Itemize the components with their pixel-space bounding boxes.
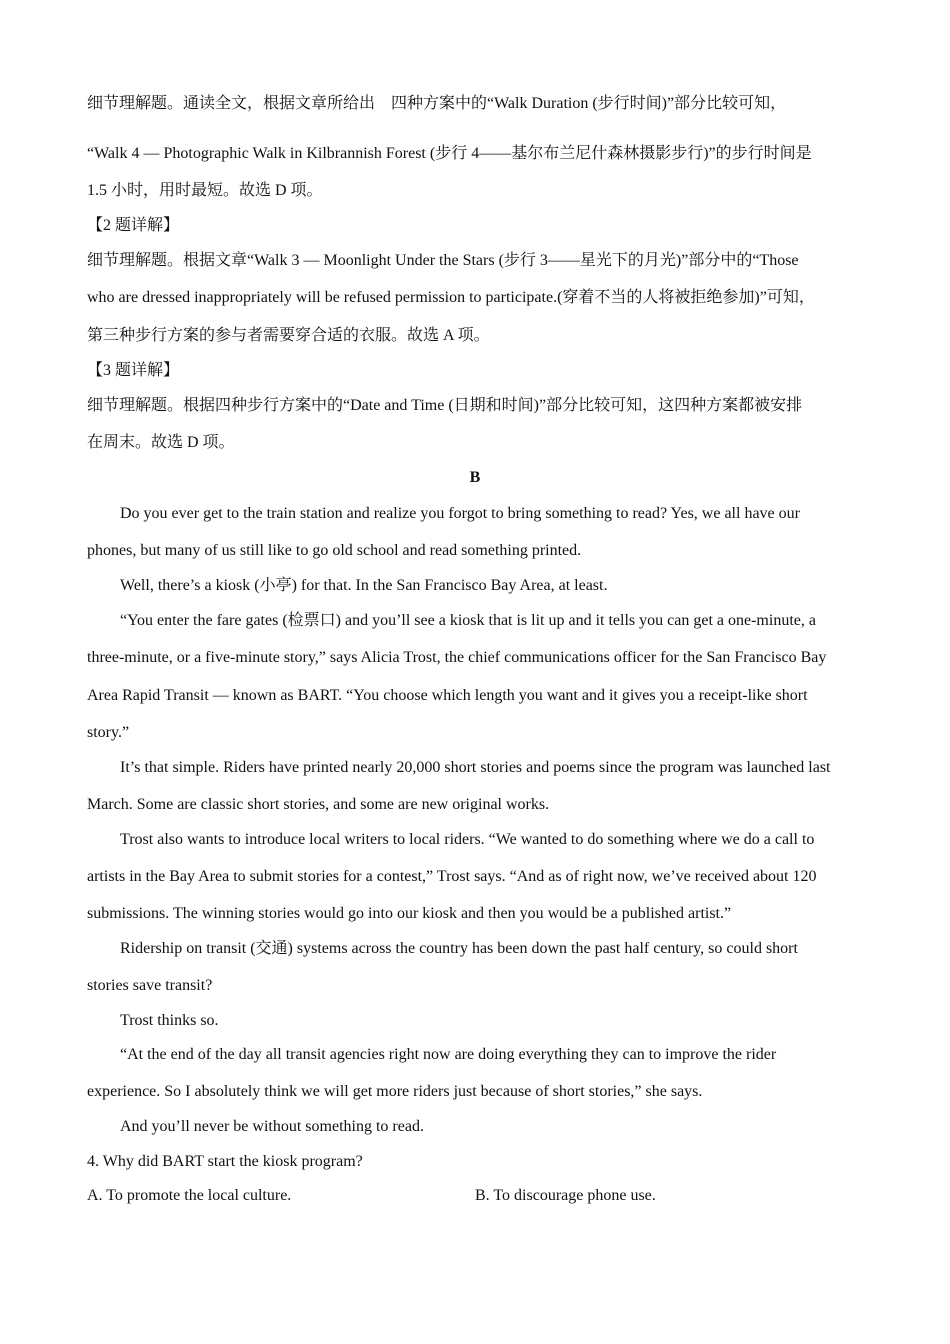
passage-p5-line-1: Trost also wants to introduce local writers to local riders. “We wanted to do something where we do a call to <box>120 831 815 848</box>
passage-p1-line-2: phones, but many of us still like to go old school and read something printed. <box>87 542 582 559</box>
q2-explanation-line-2: who are dressed inappropriately will be refused permission to participate.(穿着不当的人将被拒绝参加)”可知， <box>87 289 815 306</box>
q1-explanation-line-3: 1.5 小时，用时最短。故选 D 项。 <box>87 182 323 199</box>
passage-p9: And you’ll never be without something to read. <box>120 1118 424 1135</box>
passage-p6-line-1: Ridership on transit (交通) systems across the country has been down the past half century, so could short <box>120 940 798 957</box>
passage-p3-line-3: Area Rapid Transit — known as BART. “You choose which length you want and it gives you a receipt-like short <box>87 687 808 704</box>
q3-heading: 【3 题详解】 <box>87 362 180 379</box>
passage-p8-line-2: experience. So I absolutely think we will get more riders just because of short stories,” she says. <box>87 1083 703 1100</box>
passage-p3-line-1: “You enter the fare gates (检票口) and you’ll see a kiosk that is lit up and it tells you can get a one-minute, a <box>120 612 816 629</box>
passage-p1-line-1: Do you ever get to the train station and realize you forgot to bring something to read? Yes, we all have our <box>120 505 800 522</box>
question-4-option-a: A. To promote the local culture. <box>87 1187 292 1204</box>
passage-p2: Well, there’s a kiosk (小亭) for that. In the San Francisco Bay Area, at least. <box>120 577 608 594</box>
q2-explanation-line-3: 第三种步行方案的参与者需要穿合适的衣服。故选 A 项。 <box>87 327 490 344</box>
passage-p6-line-2: stories save transit? <box>87 977 213 994</box>
q3-explanation-line-2: 在周末。故选 D 项。 <box>87 434 235 451</box>
q1-explanation-line-1: 细节理解题。通读全文，根据文章所给出 四种方案中的“Walk Duration (步行时间)”部分比较可知， <box>87 95 787 112</box>
passage-p5-line-3: submissions. The winning stories would go into our kiosk and then you would be a published artist.” <box>87 905 732 922</box>
q3-explanation-line-1: 细节理解题。根据四种步行方案中的“Date and Time (日期和时间)”部分比较可知，这四种方案都被安排 <box>87 397 803 414</box>
q2-explanation-line-1: 细节理解题。根据文章“Walk 3 — Moonlight Under the Stars (步行 3——星光下的月光)”部分中的“Those <box>87 252 799 269</box>
question-4-stem: 4. Why did BART start the kiosk program? <box>87 1153 363 1170</box>
passage-p8-line-1: “At the end of the day all transit agencies right now are doing everything they can to improve the rider <box>120 1046 777 1063</box>
passage-p4-line-1: It’s that simple. Riders have printed nearly 20,000 short stories and poems since the program was launched last <box>120 759 831 776</box>
q2-heading: 【2 题详解】 <box>87 217 180 234</box>
passage-p3-line-4: story.” <box>87 724 130 741</box>
passage-p5-line-2: artists in the Bay Area to submit stories for a contest,” Trost says. “And as of right now, we’ve received about 120 <box>87 868 817 885</box>
passage-p7: Trost thinks so. <box>120 1012 219 1029</box>
q1-explanation-line-2: “Walk 4 — Photographic Walk in Kilbrannish Forest (步行 4——基尔布兰尼什森林摄影步行)”的步行时间是 <box>87 145 812 162</box>
passage-p4-line-2: March. Some are classic short stories, and some are new original works. <box>87 796 550 813</box>
passage-p3-line-2: three-minute, or a five-minute story,” says Alicia Trost, the chief communications officer for the San Francisco Bay <box>87 649 827 666</box>
question-4-option-b: B. To discourage phone use. <box>475 1187 656 1204</box>
section-title: B <box>469 469 481 486</box>
